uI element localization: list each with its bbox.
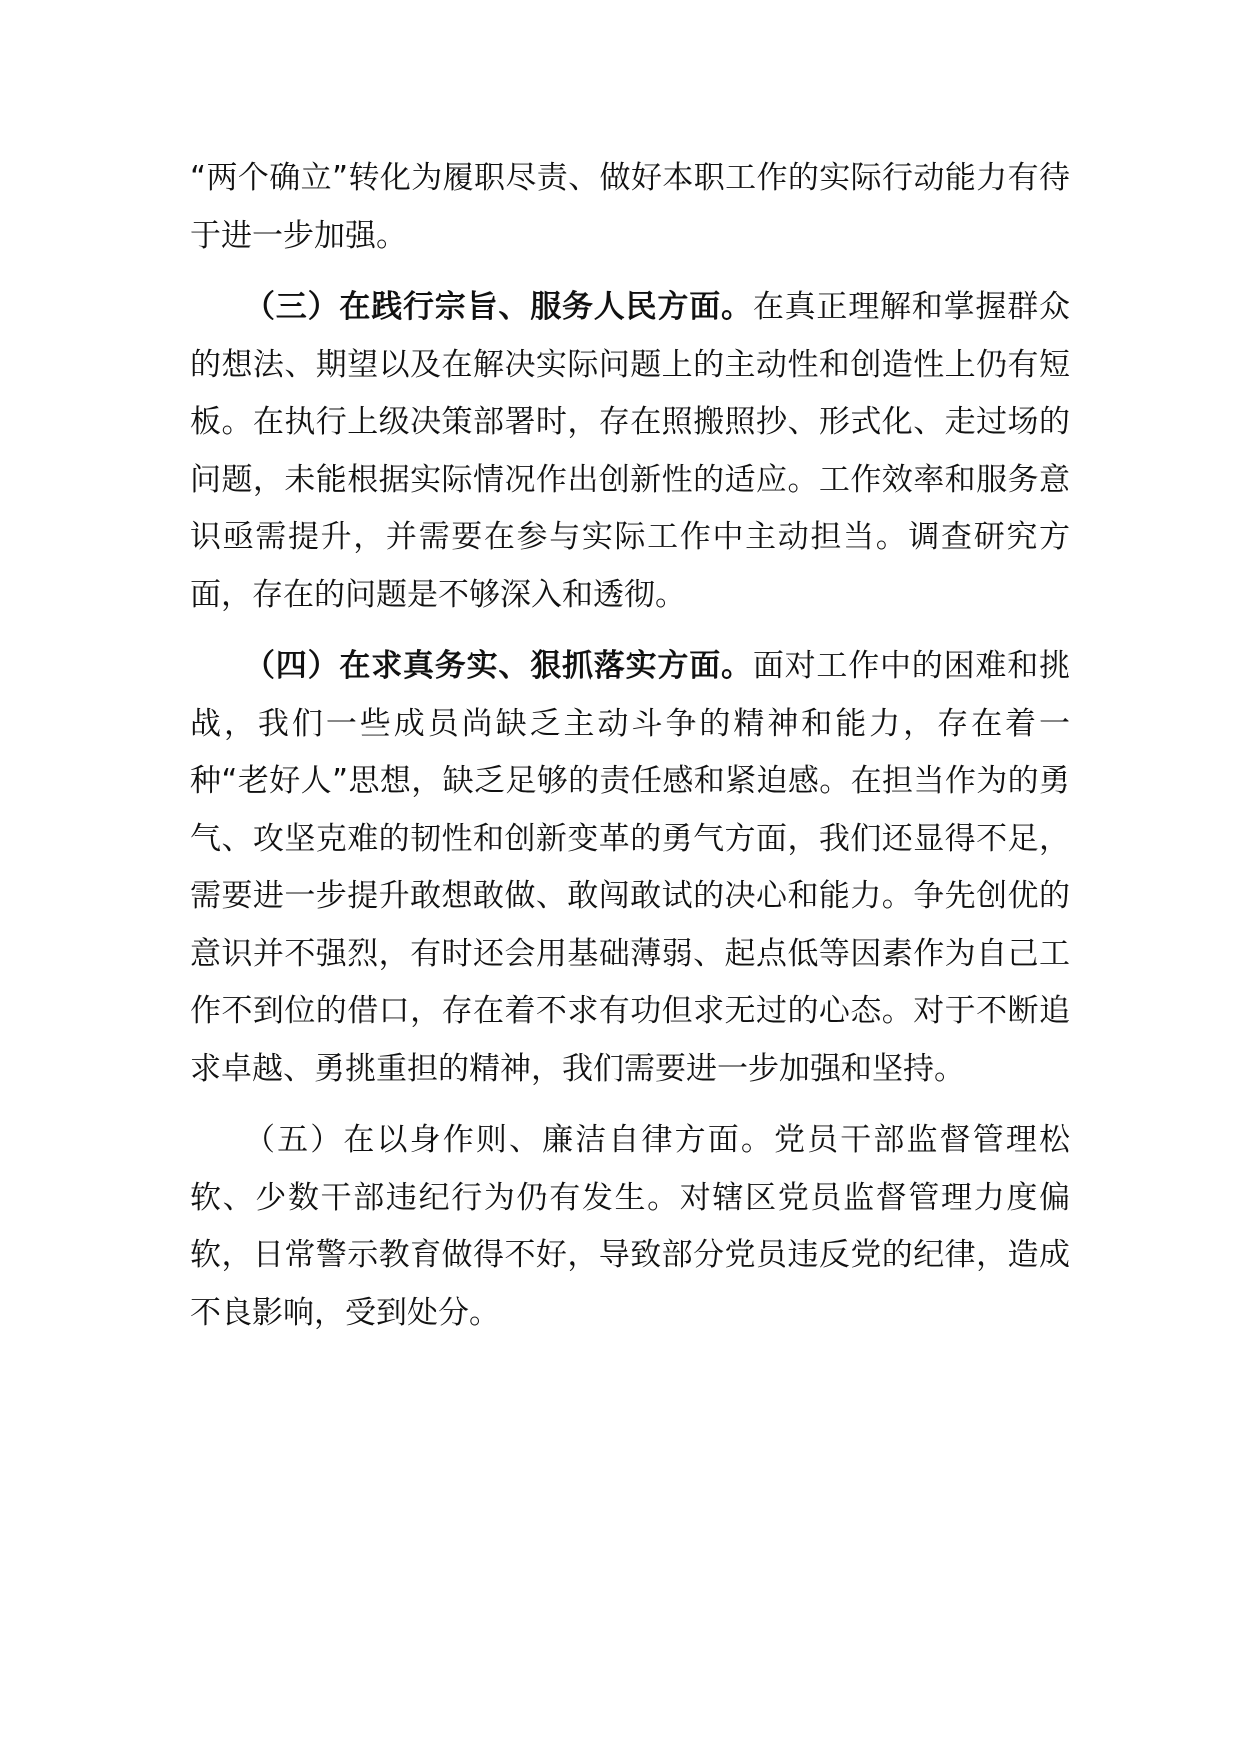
paragraph-body: “两个确立”转化为履职尽责、做好本职工作的实际行动能力有待于进一步加强。: [190, 160, 1070, 254]
document-page: [190, 150, 1070, 1342]
paragraph-section-5: [190, 1112, 1070, 1342]
paragraph-body: （五）在以身作则、廉洁自律方面。党员干部监督管理松软、少数干部违纪行为仍有发生。对辖区党员监督管理力度偏软，日常警示教育做得不好，导致部分党员违反党的纪律，造成不良影响，受到处分。: [190, 1122, 1070, 1331]
paragraph-body: 面对工作中的困难和挑战，我们一些成员尚缺乏主动斗争的精神和能力，存在着一种“老好人”思想，缺乏足够的责任感和紧迫感。在担当作为的勇气、攻坚克难的韧性和创新变革的勇气方面，我们还显得不足，需要进一步提升敢想敢做、敢闯敢试的决心和能力。争先创优的意识并不强烈，有时还会用基础薄弱、起点低等因素作为自己工作不到位的借口，存在着不求有功但求无过的心态。对于不断追求卓越、勇挑重担的精神，我们需要进一步加强和坚持。: [190, 648, 1071, 1087]
section-heading: （四）在求真务实、狠抓落实方面。: [244, 648, 753, 684]
section-heading: （三）在践行宗旨、服务人民方面。: [244, 289, 753, 325]
paragraph-continuation: [190, 150, 1070, 265]
paragraph-section-3: [190, 279, 1070, 624]
paragraph-section-4: [190, 638, 1070, 1098]
paragraph-body: 在真正理解和掌握群众的想法、期望以及在解决实际问题上的主动性和创造性上仍有短板。在执行上级决策部署时，存在照搬照抄、形式化、走过场的问题，未能根据实际情况作出创新性的适应。工作效率和服务意识亟需提升，并需要在参与实际工作中主动担当。调查研究方面，存在的问题是不够深入和透彻。: [190, 289, 1071, 613]
